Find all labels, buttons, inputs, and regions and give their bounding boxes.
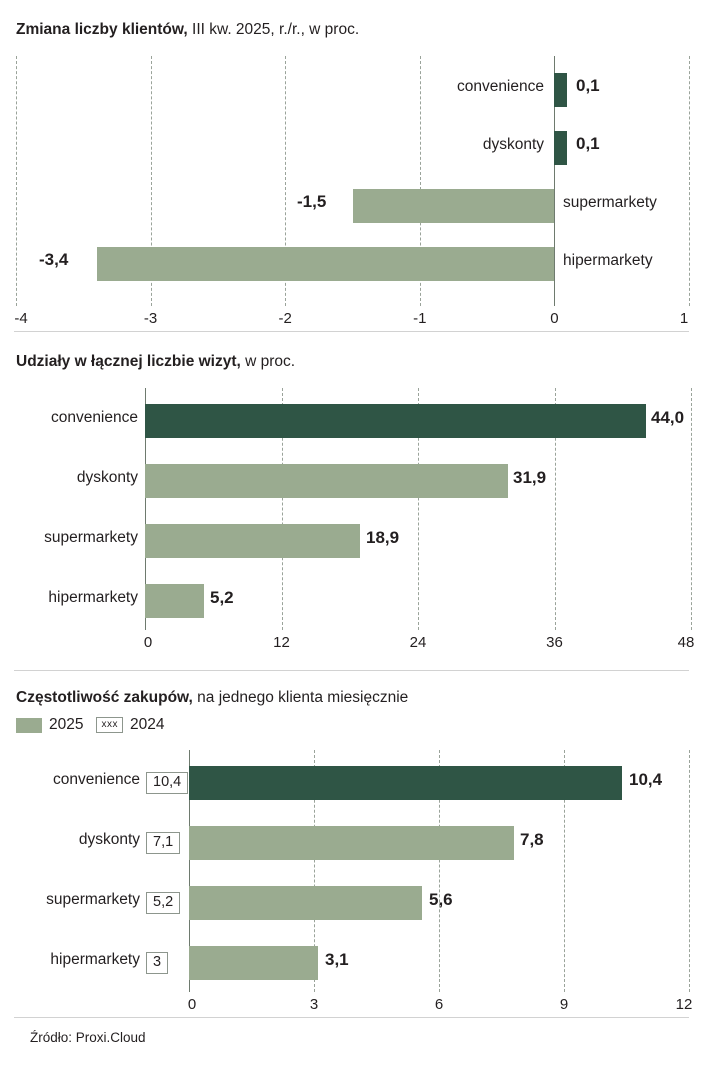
- xtick--4: -4: [14, 310, 28, 327]
- chart-2-plot: [145, 388, 691, 630]
- chart-3-title-light: na jednego klienta miesięcznie: [192, 689, 409, 706]
- bar-convenience: [145, 404, 646, 438]
- xtick-6: 6: [434, 996, 444, 1013]
- bar-value-convenience: 10,4: [629, 770, 663, 789]
- xtick-9: 9: [559, 996, 569, 1013]
- bar-value-supermarkety: 5,6: [429, 890, 453, 909]
- chart-2-title: [16, 352, 295, 372]
- bar-value-hipermarkety: 5,2: [210, 588, 234, 607]
- divider-2: [14, 670, 689, 671]
- bar-convenience: [554, 73, 567, 107]
- xtick-36: 36: [546, 634, 563, 651]
- legend-box-2024: xxx: [96, 717, 123, 733]
- bar-value-convenience: 0,1: [576, 76, 600, 95]
- cat-label-convenience: convenience: [456, 78, 544, 95]
- chart-2-title-light: w proc.: [240, 353, 296, 370]
- bar-supermarkety: [353, 189, 555, 223]
- chart-2-xaxis: [143, 634, 695, 654]
- divider-1: [14, 331, 689, 332]
- chart-2-title-bold: Udziały w łącznej liczbie wizyt,: [16, 353, 241, 370]
- bar-hipermarkety: [145, 584, 204, 618]
- chart-3-block: [14, 688, 693, 1018]
- cat-label-supermarkety: supermarkety: [44, 529, 138, 546]
- cat-label-hipermarkety: hipermarkety: [563, 252, 653, 269]
- bar-dyskonty: [554, 131, 567, 165]
- chart-1-xaxis: [16, 310, 689, 330]
- boxed-value-hipermarkety: 3: [146, 952, 168, 974]
- cat-label-convenience: convenience: [52, 771, 140, 788]
- cat-label-hipermarkety: hipermarkety: [48, 589, 138, 606]
- bar-value-supermarkety: 18,9: [366, 528, 400, 547]
- chart-2-block: [14, 352, 695, 652]
- xtick--1: -1: [413, 310, 427, 327]
- xtick-0: 0: [550, 310, 559, 327]
- xtick-0: 0: [143, 634, 153, 651]
- chart-1-plot: [16, 56, 689, 306]
- xtick-3: 3: [309, 996, 319, 1013]
- xtick--3: -3: [143, 310, 158, 327]
- xtick-24: 24: [409, 634, 427, 651]
- cat-label-convenience: convenience: [50, 409, 138, 426]
- gridline-48: [691, 388, 692, 630]
- xtick-12: 12: [273, 634, 290, 651]
- boxed-value-dyskonty: 7,1: [146, 832, 180, 854]
- xtick--2: -2: [278, 310, 292, 327]
- bar-value-dyskonty: 7,8: [520, 830, 544, 849]
- bar-supermarkety: [145, 524, 360, 558]
- chart-3-categories: [14, 750, 140, 992]
- cat-label-hipermarkety: hipermarkety: [50, 951, 140, 968]
- cat-label-supermarkety: supermarkety: [46, 891, 140, 908]
- gridline-plus1: [689, 56, 690, 306]
- bar-value-dyskonty: 31,9: [513, 468, 547, 487]
- chart-2-categories: [14, 388, 138, 630]
- chart-1-block: [14, 20, 689, 327]
- xtick-1: 1: [679, 310, 689, 327]
- xtick-48: 48: [677, 634, 695, 651]
- cat-label-dyskonty: dyskonty: [78, 831, 140, 848]
- xtick-12: 12: [675, 996, 693, 1013]
- chart-1-title: [16, 20, 359, 40]
- chart-1-title-bold: Zmiana liczby klientów,: [16, 21, 188, 38]
- chart-1-title-light: III kw. 2025, r./r., w proc.: [187, 21, 360, 38]
- chart-3-xaxis: [187, 996, 693, 1016]
- cat-label-dyskonty: dyskonty: [76, 469, 138, 486]
- bar-value-hipermarkety: -3,4: [39, 250, 69, 269]
- bar-hipermarkety: [97, 247, 555, 281]
- chart-3-legend: [16, 716, 170, 734]
- bar-value-supermarkety: -1,5: [297, 192, 327, 211]
- legend-label-2025: 2025: [49, 716, 84, 733]
- gridline-12: [689, 750, 690, 992]
- bar-value-dyskonty: 0,1: [576, 134, 600, 153]
- cat-label-supermarkety: supermarkety: [563, 194, 657, 211]
- chart-3-title-bold: Częstotliwość zakupów,: [16, 689, 193, 706]
- cat-label-dyskonty: dyskonty: [482, 136, 544, 153]
- chart-3-title: [16, 688, 408, 708]
- gridline-minus4: [16, 56, 17, 306]
- bar-value-hipermarkety: 3,1: [325, 950, 349, 969]
- bar-dyskonty: [145, 464, 508, 498]
- legend-swatch-2025: [16, 718, 42, 733]
- boxed-value-convenience: 10,4: [146, 772, 188, 794]
- divider-3: [14, 1017, 689, 1018]
- source-note: Źródło: Proxi.Cloud: [30, 1030, 146, 1045]
- legend-label-2024: 2024: [129, 716, 165, 733]
- xtick-0: 0: [187, 996, 197, 1013]
- boxed-value-supermarkety: 5,2: [146, 892, 180, 914]
- bar-value-convenience: 44,0: [651, 408, 685, 427]
